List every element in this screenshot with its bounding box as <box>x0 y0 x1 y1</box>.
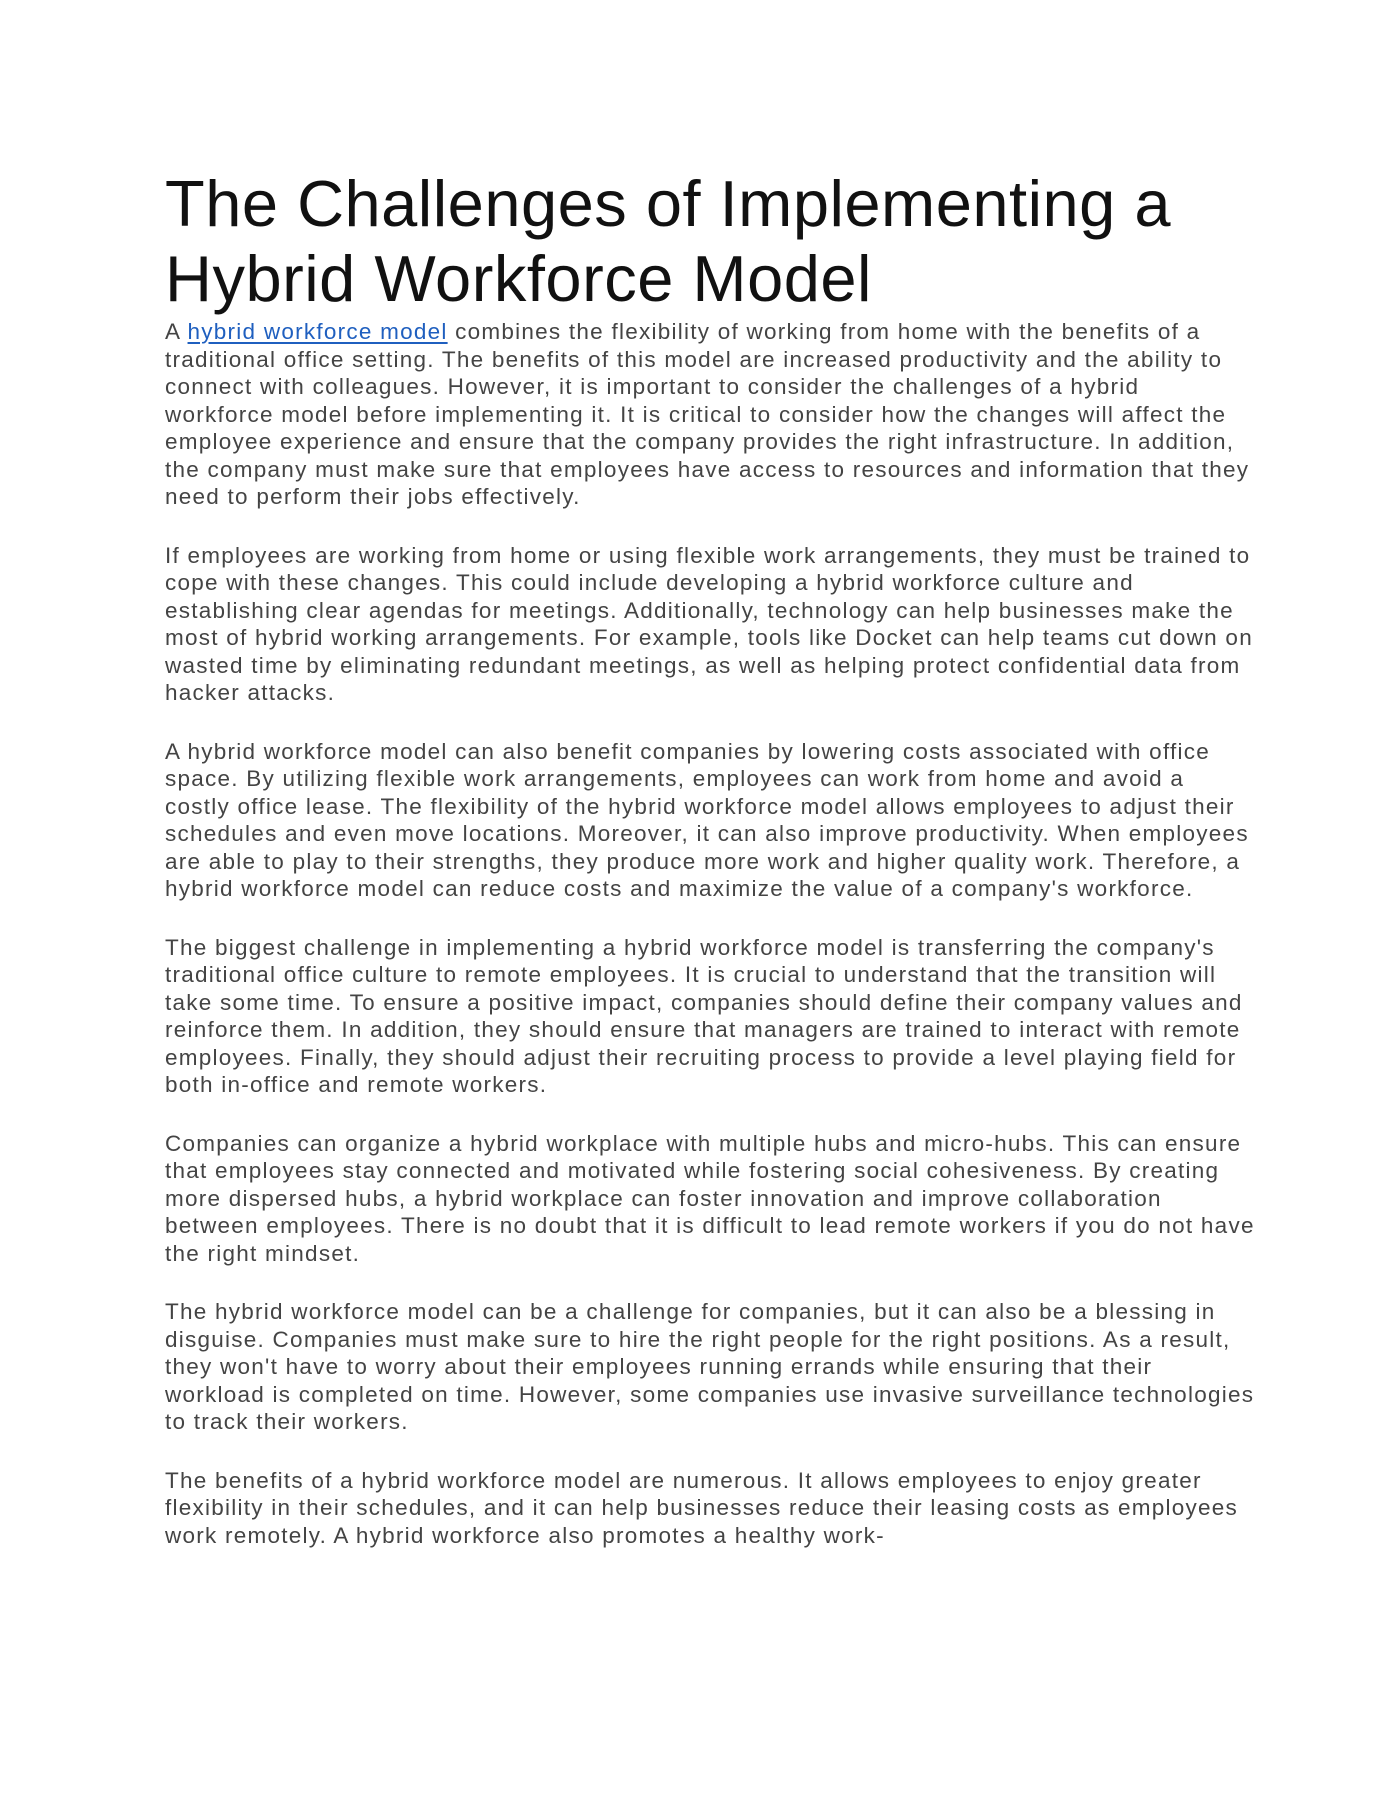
paragraph-culture: The biggest challenge in implementing a hybrid workforce model is transferring the company's traditional office culture to remote employees. It is crucial to understand that the transition will take some time. To ensure a positive impact, companies should define their company values and reinforce them. In addition, they should ensure that managers are trained to interact with remote employees. Finally, they should adjust their recruiting process to provide a level playing field for both in-office and remote workers. <box>165 934 1243 1097</box>
paragraph-costs: A hybrid workforce model can also benefit companies by lowering costs associated with office space. By utilizing flexible work arrangements, employees can work from home and avoid a costly office lease. The flexibility of the hybrid workforce model allows employees to adjust their schedules and even move locations. Moreover, it can also improve productivity. When employees are able to play to their strengths, they produce more work and higher quality work. Therefore, a hybrid workforce model can reduce costs and maximize the value of a company's workforce. <box>165 738 1249 901</box>
paragraph-blessing: The hybrid workforce model can be a challenge for companies, but it can also be a blessing in disguise. Companies must make sure to hire the right people for the right positions. As a result, they won't have to worry about their employees running errands while ensuring that their workload is completed on time. However, some companies use invasive surveillance technologies to track their workers. <box>165 1299 1255 1434</box>
paragraph-training: If employees are working from home or using flexible work arrangements, they must be trained to cope with these changes. This could include developing a hybrid workforce culture and establishing clear agendas for meetings. Additionally, technology can help businesses make the most of hybrid working arrangements. For example, tools like Docket can help teams cut down on wasted time by eliminating redundant meetings, as well as helping protect confidential data from hacker attacks. <box>165 542 1253 705</box>
paragraph-hubs: Companies can organize a hybrid workplace with multiple hubs and micro-hubs. This can ensure that employees stay connected and motivated while fostering social cohesiveness. By creating more dispersed hubs, a hybrid workplace can foster innovation and improve collaboration between employees. There is no doubt that it is difficult to lead remote workers if you do not have the right mindset. <box>165 1130 1255 1266</box>
paragraph-benefits: The benefits of a hybrid workforce model are numerous. It allows employees to enjoy greater flexibility in their schedules, and it can help businesses reduce their leasing costs as employees work remotely. A hybrid workforce also promotes a healthy work- <box>165 1467 1239 1548</box>
hybrid-workforce-model-link[interactable]: hybrid workforce model <box>187 319 448 344</box>
intro-text: combines the flexibility of working from home with the benefits of a traditional office setting. The benefits of this model are increased productivity and the ability to connect with colleagues. However, it is important to consider the challenges of a hybrid workforce model before implementing it. It is critical to consider how the changes will affect the employee experience and ensure that the company provides the right infrastructure. In addition, the company must make sure that employees have access to resources and information that they need to perform their jobs effectively. <box>165 319 1250 509</box>
document-page <box>165 166 1255 1580</box>
intro-prefix: A <box>165 319 188 344</box>
intro-paragraph <box>165 318 1255 511</box>
page-title: The Challenges of Implementing a Hybrid Workforce Model <box>165 167 1172 315</box>
